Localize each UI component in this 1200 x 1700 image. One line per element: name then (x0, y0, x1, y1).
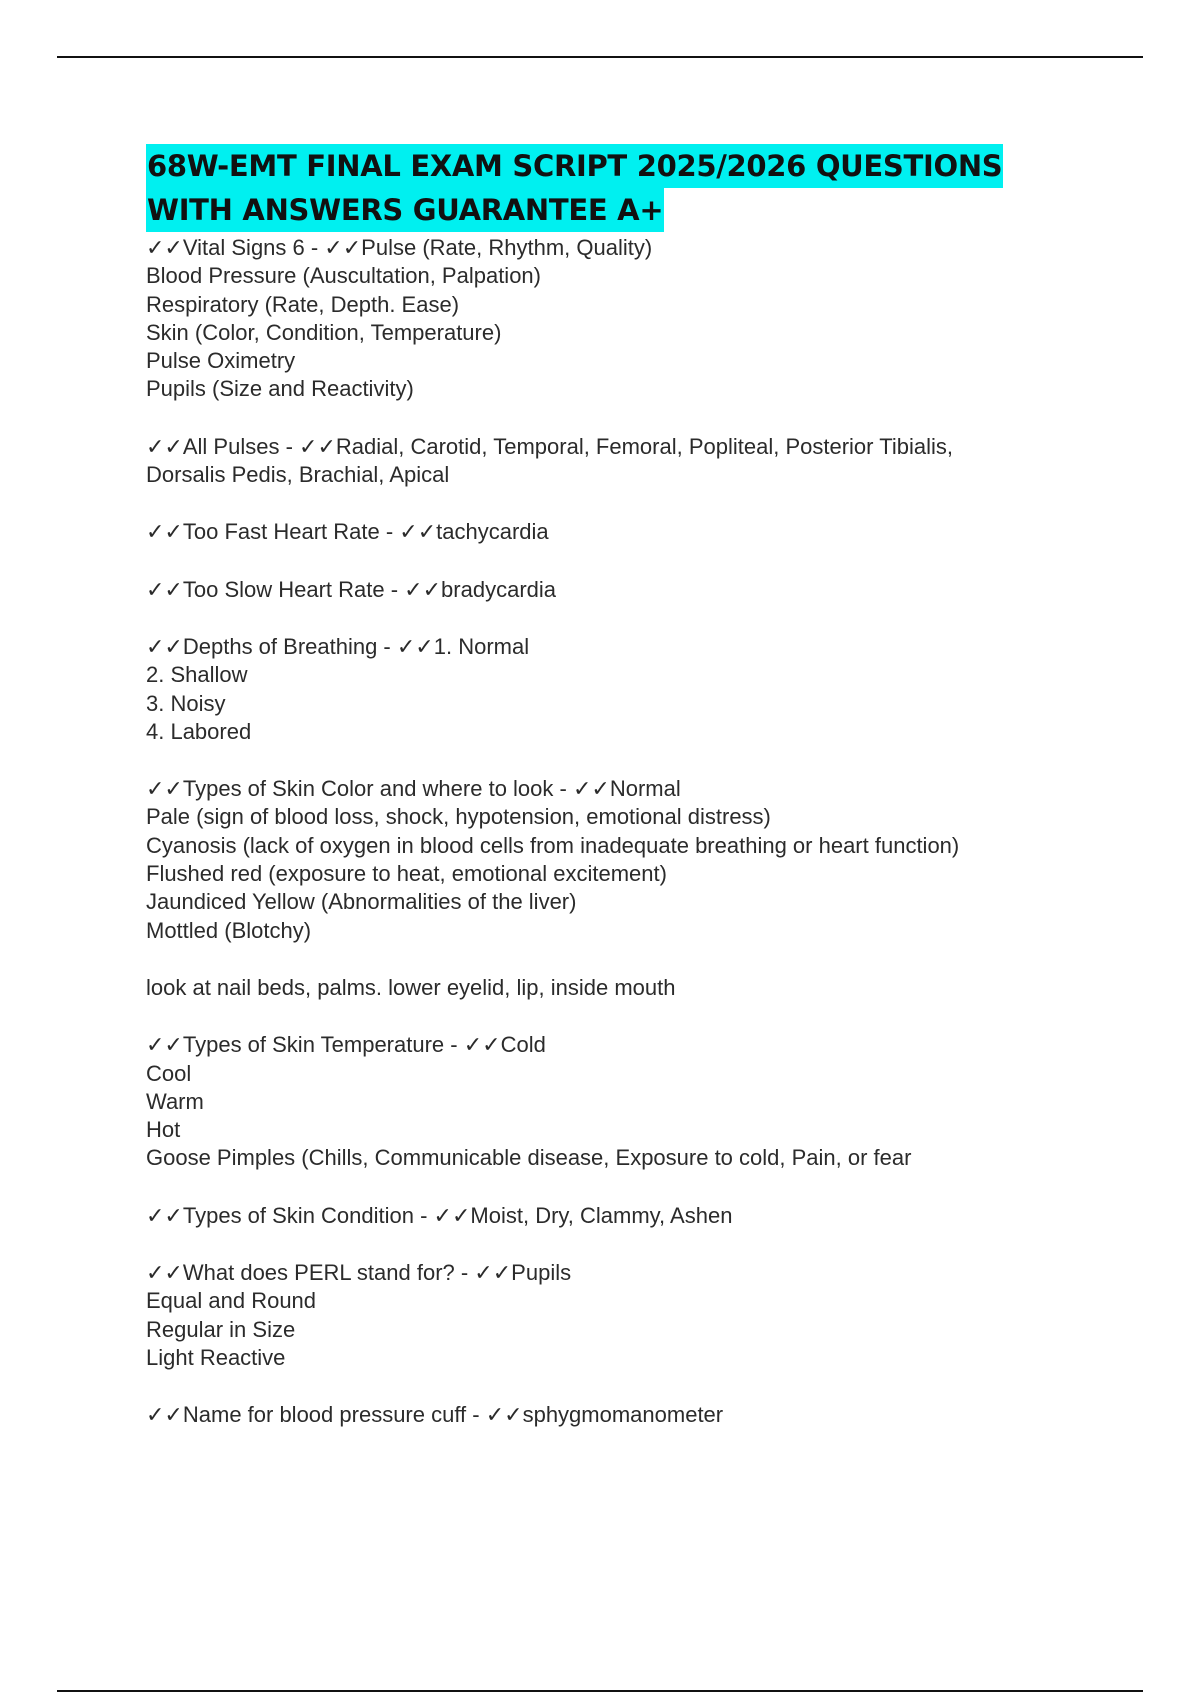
qa-answer-line: Equal and Round (146, 1288, 317, 1314)
title-line-1: 68W-EMT FINAL EXAM SCRIPT 2025/2026 QUESTIONS (146, 144, 1003, 188)
qa-answer-line: Dorsalis Pedis, Brachial, Apical (146, 462, 450, 488)
qa-block (146, 775, 1066, 945)
qa-answer-line: Mottled (Blotchy) (146, 917, 312, 943)
qa-answer-line: Flushed red (exposure to heat, emotional excitement) (146, 861, 667, 887)
qa-answer-line: 2. Shallow (146, 662, 248, 688)
qa-answer-line: 4. Labored (146, 718, 252, 744)
qa-block (146, 234, 1066, 404)
qa-question-line: ✓✓Types of Skin Condition - ✓✓Moist, Dry, Clammy, Ashen (146, 1202, 733, 1228)
qa-answer-line: Respiratory (Rate, Depth. Ease) (146, 291, 460, 317)
qa-question-line: ✓✓What does PERL stand for? - ✓✓Pupils (146, 1260, 572, 1286)
qa-question-line: ✓✓Types of Skin Color and where to look - ✓✓Normal (146, 776, 681, 802)
qa-question-line: ✓✓Name for blood pressure cuff - ✓✓sphygmomanometer (146, 1402, 724, 1428)
qa-question-line: ✓✓Too Fast Heart Rate - ✓✓tachycardia (146, 519, 549, 545)
qa-block (146, 518, 1066, 546)
qa-answer-line: Goose Pimples (Chills, Communicable disease, Exposure to cold, Pain, or fear (146, 1145, 912, 1171)
document-body (146, 144, 1066, 1430)
qa-question-line: ✓✓Too Slow Heart Rate - ✓✓bradycardia (146, 576, 556, 602)
qa-block (146, 1259, 1066, 1372)
qa-answer-line: Hot (146, 1117, 181, 1143)
qa-answer-line: Skin (Color, Condition, Temperature) (146, 319, 502, 345)
qa-question-line: ✓✓Types of Skin Temperature - ✓✓Cold (146, 1032, 546, 1058)
qa-answer-line: Pupils (Size and Reactivity) (146, 376, 414, 402)
qa-answer-line: Light Reactive (146, 1344, 286, 1370)
qa-block (146, 974, 1066, 1002)
qa-block (146, 1401, 1066, 1429)
qa-question-line: ✓✓Depths of Breathing - ✓✓1. Normal (146, 633, 530, 659)
qa-block (146, 576, 1066, 604)
footer-rule (57, 1690, 1143, 1692)
qa-answer-line: Pulse Oximetry (146, 348, 296, 374)
qa-block (146, 1202, 1066, 1230)
qa-question-line: ✓✓All Pulses - ✓✓Radial, Carotid, Temporal, Femoral, Popliteal, Posterior Tibialis, (146, 433, 953, 459)
qa-question-line: look at nail beds, palms. lower eyelid, lip, inside mouth (146, 974, 676, 1000)
qa-list (146, 234, 1066, 1430)
qa-answer-line: 3. Noisy (146, 690, 226, 716)
qa-answer-line: Blood Pressure (Auscultation, Palpation) (146, 263, 541, 289)
document-title (146, 144, 1066, 232)
header-rule (57, 56, 1143, 58)
qa-answer-line: Cool (146, 1060, 192, 1086)
qa-answer-line: Jaundiced Yellow (Abnormalities of the liver) (146, 889, 577, 915)
qa-block (146, 1031, 1066, 1172)
qa-block (146, 433, 1066, 490)
qa-question-line: ✓✓Vital Signs 6 - ✓✓Pulse (Rate, Rhythm, Quality) (146, 235, 653, 260)
qa-answer-line: Regular in Size (146, 1316, 296, 1342)
qa-answer-line: Warm (146, 1088, 204, 1114)
qa-answer-line: Cyanosis (lack of oxygen in blood cells from inadequate breathing or heart function) (146, 832, 960, 858)
title-line-2: WITH ANSWERS GUARANTEE A+ (146, 188, 664, 232)
qa-answer-line: Pale (sign of blood loss, shock, hypotension, emotional distress) (146, 804, 771, 830)
qa-block (146, 633, 1066, 746)
